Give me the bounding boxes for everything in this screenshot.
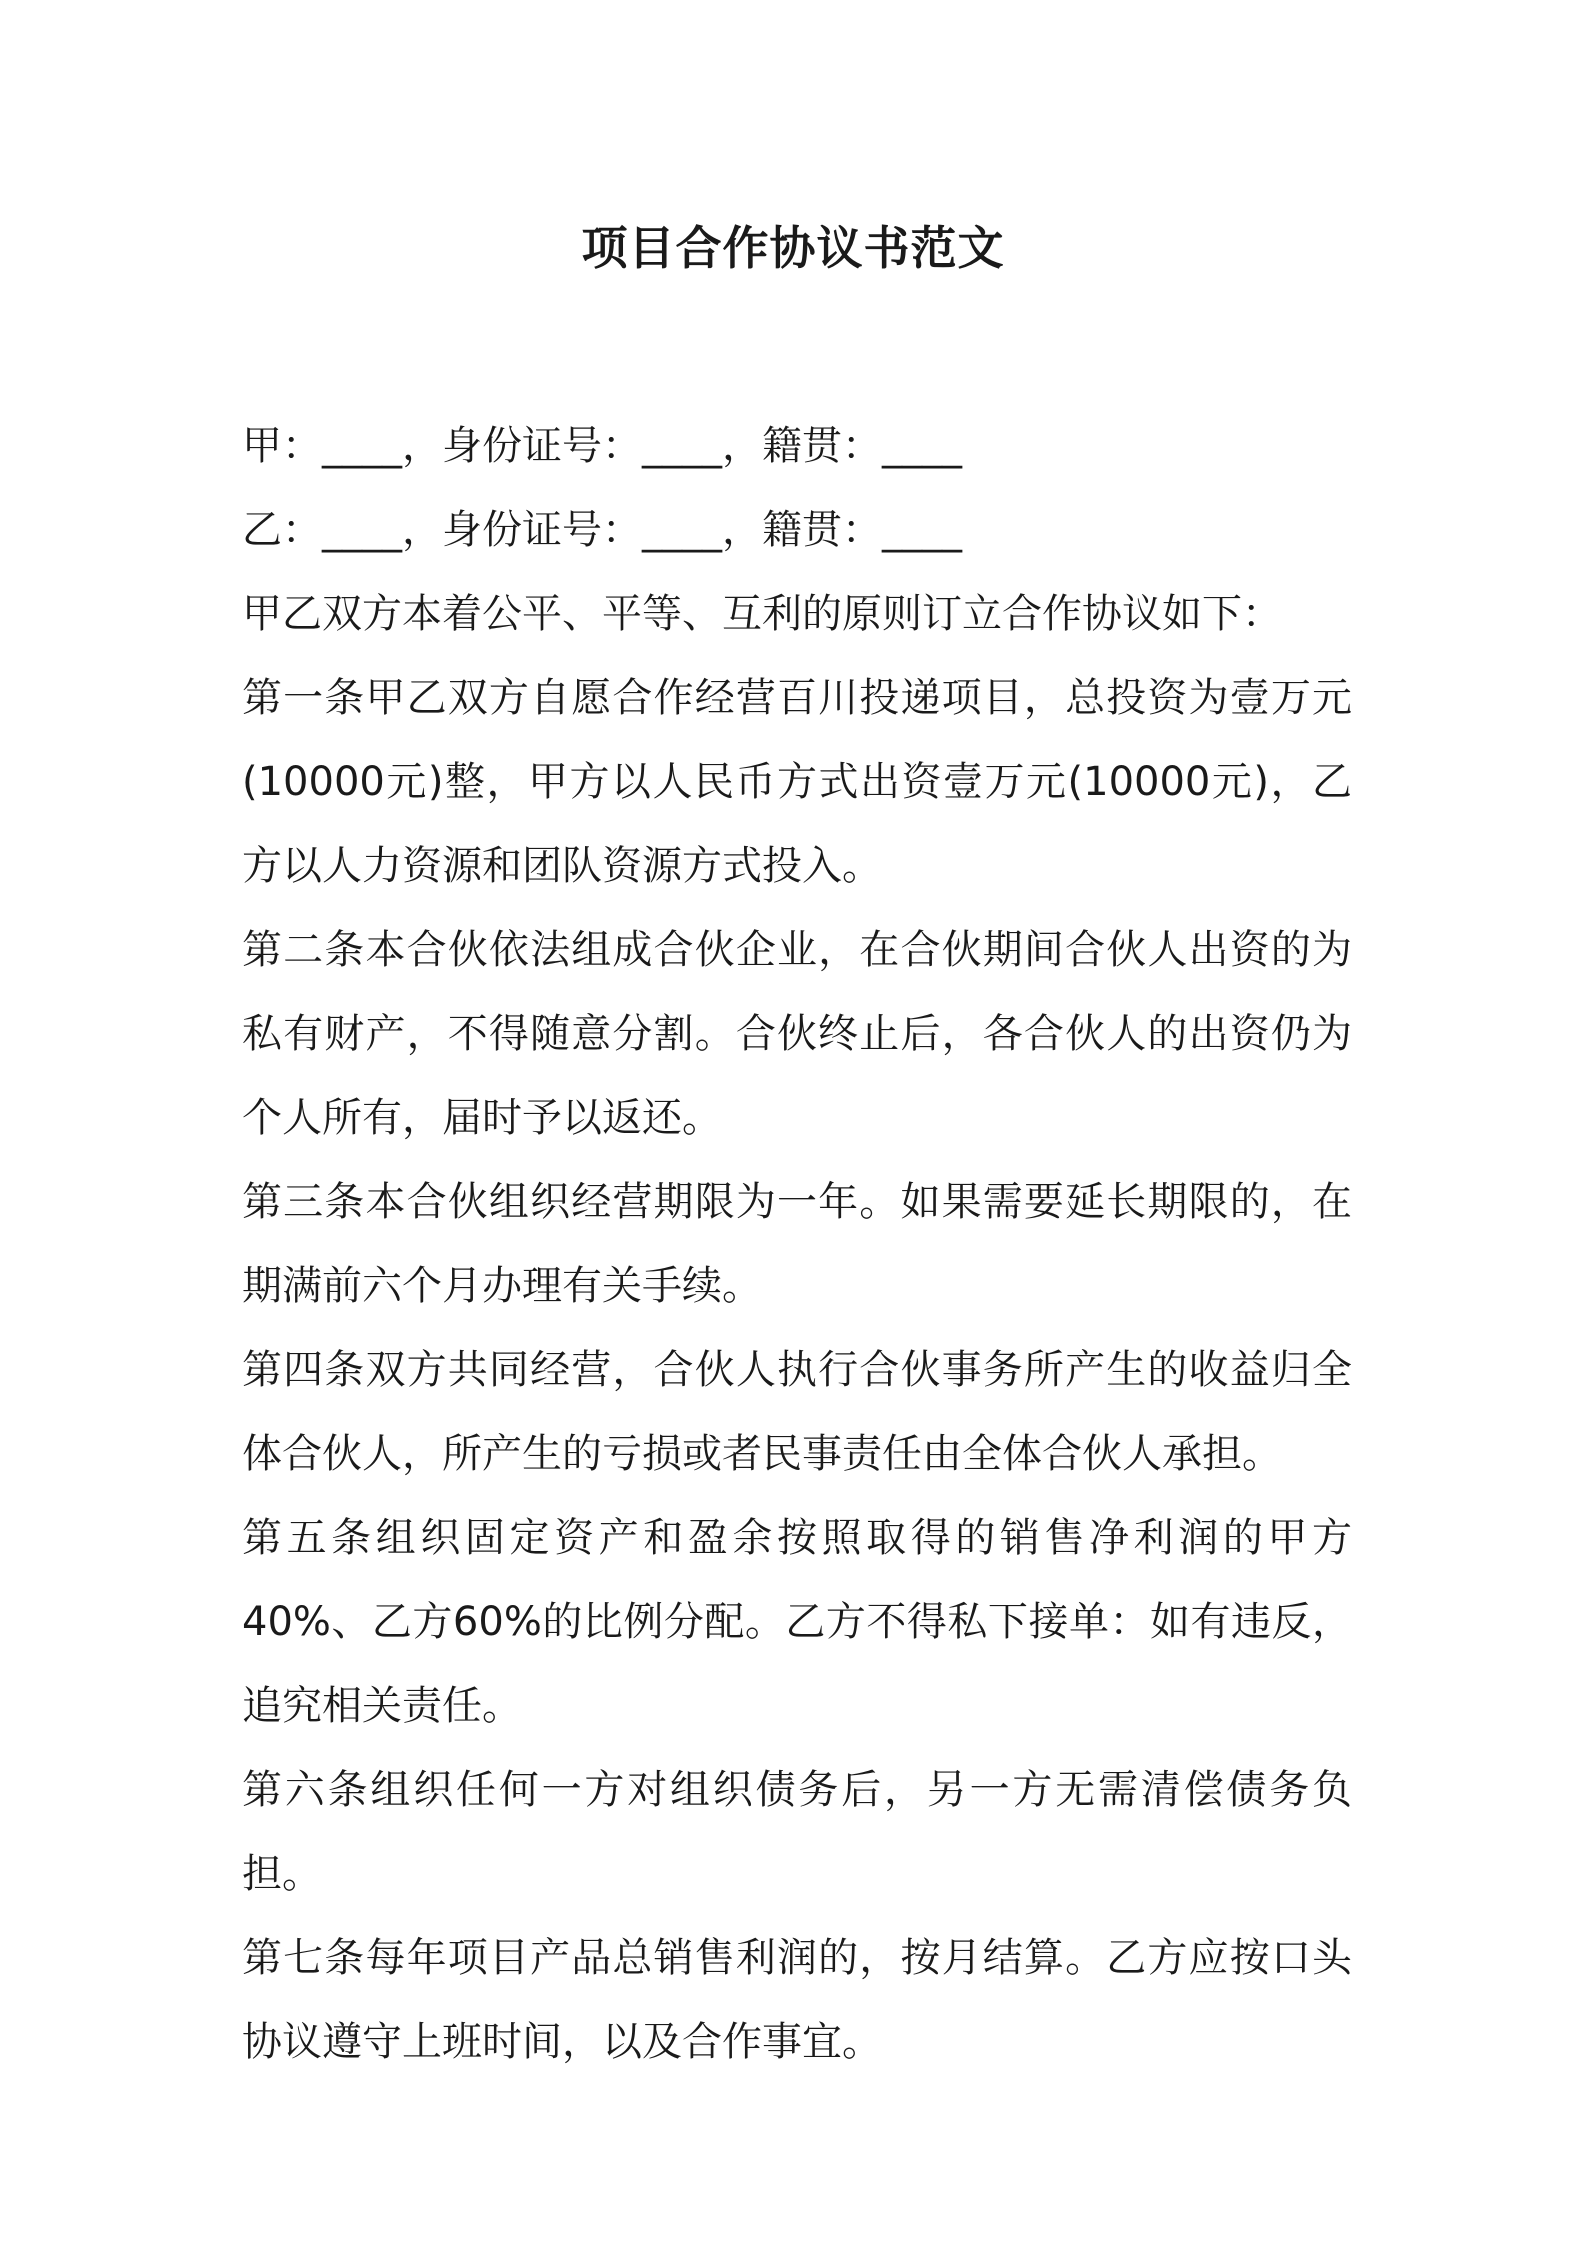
intro-line: 甲乙双方本着公平、平等、互利的原则订立合作协议如下：: [242, 591, 1282, 637]
article-6: 第六条组织任何一方对组织债务后，另一方无需清偿债务负担。: [242, 1767, 1352, 1897]
document-body: [242, 404, 1352, 2084]
document-title: 项目合作协议书范文: [581, 221, 1005, 275]
article-1: 第一条甲乙双方自愿合作经营百川投递项目，总投资为壹万元(10000元)整，甲方以人民币方式出资壹万元(10000元)，乙方以人力资源和团队资源方式投入。: [242, 675, 1352, 889]
party-b-line: 乙：____，身份证号：____，籍贯：____: [242, 507, 962, 553]
party-a-line: 甲：____，身份证号：____，籍贯：____: [242, 423, 962, 469]
article-5: 第五条组织固定资产和盈余按照取得的销售净利润的甲方40%、乙方60%的比例分配。乙方不得私下接单：如有违反，追究相关责任。: [242, 1515, 1352, 1729]
article-7: 第七条每年项目产品总销售利润的，按月结算。乙方应按口头协议遵守上班时间，以及合作事宜。: [242, 1935, 1352, 2065]
article-2: 第二条本合伙依法组成合伙企业，在合伙期间合伙人出资的为私有财产，不得随意分割。合伙终止后，各合伙人的出资仍为个人所有，届时予以返还。: [242, 927, 1352, 1141]
article-4: 第四条双方共同经营，合伙人执行合伙事务所产生的收益归全体合伙人，所产生的亏损或者民事责任由全体合伙人承担。: [242, 1347, 1352, 1477]
article-3: 第三条本合伙组织经营期限为一年。如果需要延长期限的，在期满前六个月办理有关手续。: [242, 1179, 1352, 1309]
